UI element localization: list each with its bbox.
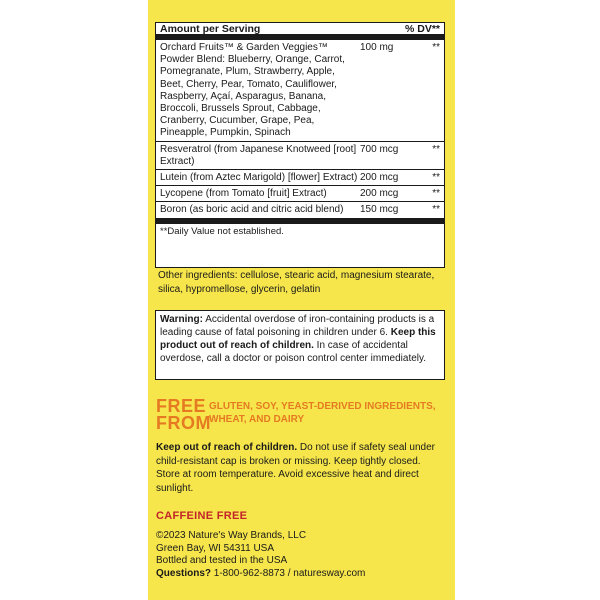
ingredient-name: Orchard Fruits™ & Garden Veggies™ Powder Blend: Blueberry, Orange, Carrot, Pomegranate, Plum, Strawberry, Apple, Beet, Cherry, Pear, Tomato, Cauliflower, Raspberry, Açaí, Asparagus, Banana, Broccoli, Brussels Sprout, Cabbage, Cranberry, Cucumber, Grape, Pea, Pineapple, Pumpkin, Spinach <box>160 42 345 139</box>
questions-label: Questions? <box>156 567 212 579</box>
address-line: Green Bay, WI 54311 USA <box>156 542 275 554</box>
facts-header <box>156 23 444 40</box>
warning-text: Accidental overdose of iron-containing products is a leading cause of fatal poisoning in children under 6. <box>160 314 435 338</box>
facts-row <box>156 170 444 186</box>
facts-row <box>156 142 444 170</box>
questions-contact: 1-800-962-8873 / naturesway.com <box>211 567 366 579</box>
keep-out-notice <box>156 441 446 495</box>
ingredient-amount: 700 mcg <box>360 143 399 155</box>
ingredient-amount: 200 mcg <box>360 172 399 184</box>
ingredient-dv: ** <box>432 172 440 184</box>
ingredient-dv: ** <box>432 188 440 200</box>
warning-keep-out: Keep this product out of reach of children. <box>160 327 436 351</box>
warning-text-overdose: In case of accidental overdose, call a doctor or poison control center immediately. <box>160 340 427 364</box>
ingredient-dv: ** <box>432 143 440 155</box>
free-from-list: GLUTEN, SOY, YEAST-DERIVED INGREDIENTS, WHEAT, AND DAIRY <box>209 401 436 425</box>
ingredient-name: Resveratrol (from Japanese Knotweed [root] Extract) <box>160 143 357 167</box>
amount-per-serving-heading: Amount per Serving <box>160 22 261 35</box>
keep-out-text: Do not use if safety seal under child-resistant cap is broken or missing. Keep tightly closed. Store at room temperature. Avoid excessive heat and direct sunlight. <box>156 442 435 494</box>
ingredient-amount: 200 mcg <box>360 188 399 200</box>
ingredient-amount: 150 mcg <box>360 204 399 216</box>
ingredient-dv: ** <box>432 42 440 53</box>
ingredient-name: Lycopene (from Tomato [fruit] Extract) <box>160 188 327 200</box>
free-from-banner <box>156 398 449 432</box>
facts-row <box>156 186 444 202</box>
facts-row <box>156 202 444 223</box>
questions-line <box>156 568 365 581</box>
caffeine-free-label: CAFFEINE FREE <box>156 510 248 522</box>
warning-box <box>155 310 445 380</box>
free-from-word: FREE FROM <box>156 396 211 433</box>
company-info <box>156 530 365 580</box>
ingredient-name: Lutein (from Aztec Marigold) [flower] Extract) <box>160 172 358 184</box>
facts-row <box>156 40 444 142</box>
ingredient-dv: ** <box>432 204 440 216</box>
ingredient-name: Boron (as boric acid and citric acid blend) <box>160 204 344 216</box>
warning-label: Warning: <box>160 314 203 325</box>
dv-heading: % DV** <box>404 22 440 35</box>
free-from-heading <box>156 396 211 433</box>
ingredient-amount: 100 mg <box>360 42 394 53</box>
facts-footnote: **Daily Value not established. <box>160 225 284 237</box>
copyright-line: ©2023 Nature's Way Brands, LLC <box>156 530 307 541</box>
other-ingredients: Other ingredients: cellulose, stearic acid, magnesium stearate, silica, hypromellose, glycerin, gelatin <box>158 270 435 295</box>
supplement-facts-table <box>155 22 445 268</box>
bottled-line: Bottled and tested in the USA <box>156 555 288 566</box>
keep-out-heading: Keep out of reach of children. <box>156 442 298 453</box>
